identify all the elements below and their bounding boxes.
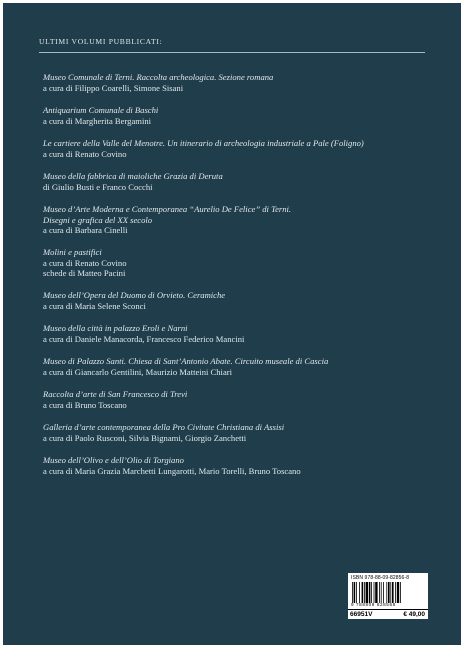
volume-entry <box>43 389 443 422</box>
volume-credits: a cura di Margherita Bergamini <box>43 115 152 126</box>
volume-title: Museo dell’Olivo e dell’Olio di Torgiano <box>43 455 184 465</box>
section-heading: ULTIMI VOLUMI PUBBLICATI: <box>39 37 163 46</box>
volume-credits: a cura di Barbara Cinelli <box>43 225 128 236</box>
volume-credits: di Giulio Busti e Franco Cocchi <box>43 181 153 192</box>
volume-title: Museo di Palazzo Santi. Chiesa di Sant’Antonio Abate. Circuito museale di Cascia <box>43 356 329 366</box>
volume-credits: schede di Matteo Pacini <box>43 268 126 279</box>
volume-entry <box>43 204 443 247</box>
volume-entry <box>43 422 443 455</box>
back-cover <box>3 3 461 645</box>
product-code: 66951V <box>350 611 373 618</box>
volume-credits: a cura di Renato Covino <box>43 148 127 159</box>
volume-entry <box>43 105 443 138</box>
volume-credits: a cura di Paolo Rusconi, Silvia Bignami, Giorgio Zanchetti <box>43 432 247 443</box>
volume-entry <box>43 72 443 105</box>
volume-title: Molini e pastifici <box>43 247 102 257</box>
volume-entry <box>43 138 443 171</box>
barcode-icon <box>351 582 425 603</box>
volume-title: Antiquarium Comunale di Baschi <box>43 105 159 115</box>
barcode-number: 9 788809 828568 <box>351 602 396 607</box>
volume-title: Museo della città in palazzo Eroli e Narni <box>43 323 188 333</box>
volume-title: Disegni e grafica del XX secolo <box>43 214 153 225</box>
volume-credits: a cura di Renato Covino <box>43 257 127 268</box>
volume-entry <box>43 323 443 356</box>
volume-title: Museo d’Arte Moderna e Contemporanea “Aurelio De Felice” di Terni. <box>43 204 292 214</box>
isbn-text: ISBN 978-88-09-82856-8 <box>351 575 410 581</box>
volume-title: Raccolta d’arte di San Francesco di Trevi <box>43 389 188 399</box>
volume-entry <box>43 171 443 204</box>
volume-credits: a cura di Filippo Coarelli, Simone Sisani <box>43 82 184 93</box>
volume-title: Museo dell’Opera del Duomo di Orvieto. Ceramiche <box>43 290 226 300</box>
volume-entry <box>43 455 443 488</box>
volume-title: Museo Comunale di Terni. Raccolta archeologica. Sezione romana <box>43 72 274 82</box>
volume-credits: a cura di Maria Grazia Marchetti Lungarotti, Mario Torelli, Bruno Toscano <box>43 465 301 476</box>
volume-credits: a cura di Daniele Manacorda, Francesco Federico Mancini <box>43 333 245 344</box>
volume-title: Museo della fabbrica di maioliche Grazia di Deruta <box>43 171 223 181</box>
volume-entry <box>43 356 443 389</box>
price: € 49,00 <box>403 611 425 618</box>
heading-divider <box>39 52 425 53</box>
volume-entry <box>43 247 443 290</box>
volume-credits: a cura di Maria Selene Sconci <box>43 300 146 311</box>
volume-title: Le cartiere della Valle del Menotre. Un itinerario di archeologia industriale a Pale (Foligno) <box>43 138 364 148</box>
volume-list <box>43 72 443 488</box>
volume-credits: a cura di Giancarlo Gentilini, Maurizio Matteini Chiari <box>43 366 233 377</box>
volume-credits: a cura di Bruno Toscano <box>43 399 127 410</box>
barcode-label <box>348 573 428 619</box>
volume-entry <box>43 290 443 323</box>
volume-title: Galleria d’arte contemporanea della Pro Civitate Christiana di Assisi <box>43 422 285 432</box>
price-row <box>348 609 428 620</box>
